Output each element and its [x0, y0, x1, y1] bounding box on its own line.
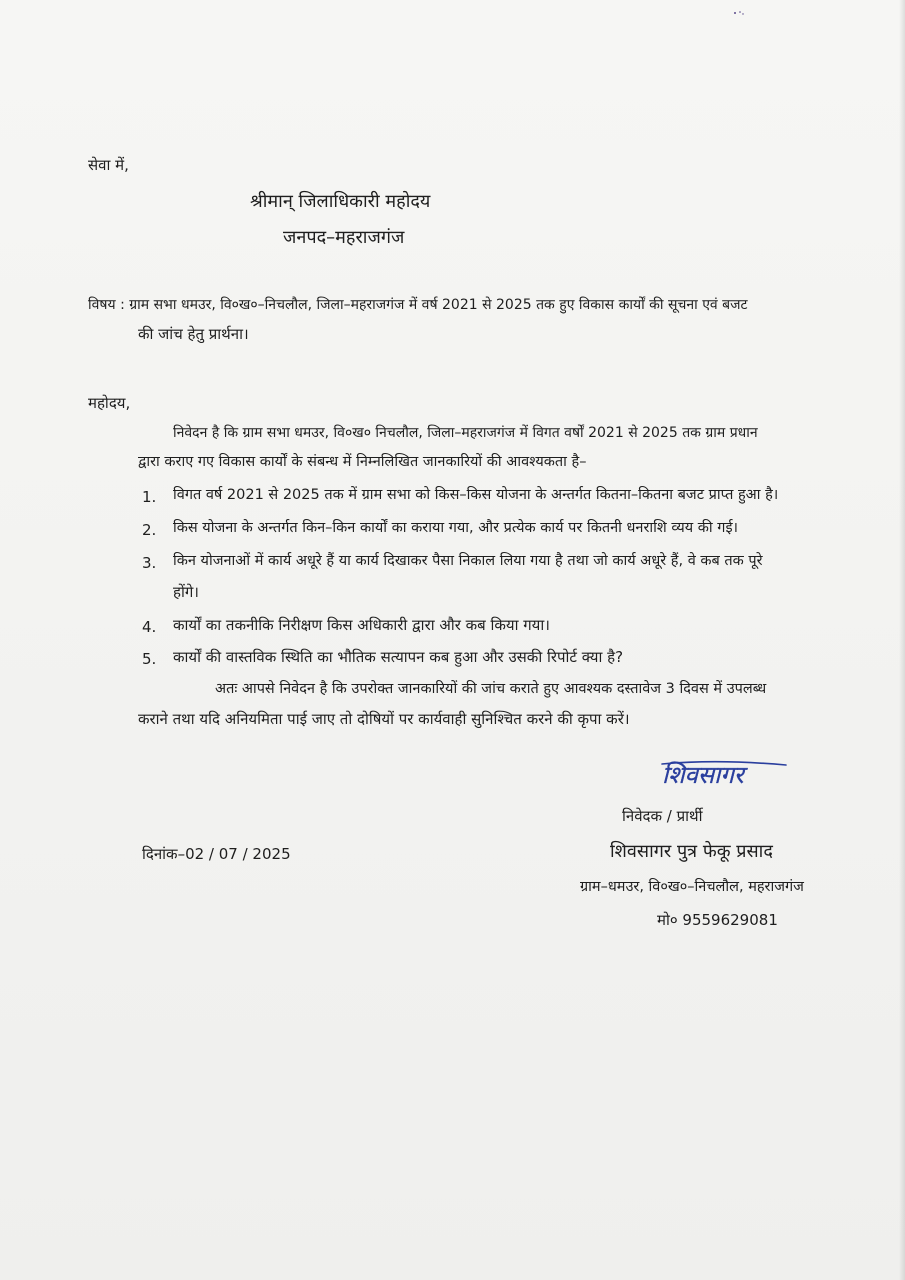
subject-line-1: विषय : ग्राम सभा धमउर, वि०ख०–निचलौल, जिला–महराजगंज में वर्ष 2021 से 2025 तक हुए विकास कार्यों की सूचना एवं बजट	[88, 297, 748, 313]
addressee-title: श्रीमान् जिलाधिकारी महोदय	[250, 191, 431, 212]
point-text: किन योजनाओं में कार्य अधूरे हैं या कार्य दिखाकर पैसा निकाल लिया गया है तथा जो कार्य अधूरे हैं, वे कब तक पूरे	[173, 553, 763, 569]
signer-address: ग्राम–धमउर, वि०ख०–निचलौल, महराजगंज	[580, 879, 804, 895]
point-text: कार्यों की वास्तविक स्थिति का भौतिक सत्यापन कब हुआ और उसकी रिपोर्ट क्या है?	[173, 648, 624, 666]
addressee-district: जनपद–महराजगंज	[283, 227, 405, 248]
subject-line-2: की जांच हेतु प्रार्थना।	[138, 325, 249, 343]
intro-line-2: द्वारा कराए गए विकास कार्यों के संबन्ध में निम्नलिखित जानकारियों की आवश्यकता है–	[138, 454, 587, 470]
page-edge-shadow	[899, 0, 905, 1280]
svg-text:शिवसागर: शिवसागर	[662, 761, 744, 789]
point-number: 2.	[142, 521, 157, 539]
ink-speck	[733, 10, 745, 16]
closing-line-1: अतः आपसे निवेदन है कि उपरोक्त जानकारियों की जांच कराते हुए आवश्यक दस्तावेज 3 दिवस में उपलब्ध	[215, 681, 767, 697]
signer-mobile: मो० 9559629081	[657, 911, 778, 929]
point-text: कार्यों का तकनीकि निरीक्षण किस अधिकारी द्वारा और कब किया गया।	[173, 616, 550, 634]
point-text: विगत वर्ष 2021 से 2025 तक में ग्राम सभा को किस–किस योजना के अन्तर्गत कितना–कितना बजट प्राप्त हुआ है।	[173, 487, 779, 503]
handwritten-signature	[658, 755, 798, 795]
point-text-continued: होंगे।	[173, 583, 199, 601]
intro-line-1: निवेदन है कि ग्राम सभा धमउर, वि०ख० निचलौल, जिला–महराजगंज में विगत वर्षों 2021 से 2025 तक ग्राम प्रधान	[173, 425, 758, 441]
greeting: महोदय,	[88, 394, 131, 412]
point-number: 1.	[142, 488, 157, 506]
signer-name: शिवसागर पुत्र फेकू प्रसाद	[610, 841, 773, 862]
closing-line-2: कराने तथा यदि अनियमिता पाई जाए तो दोषियों पर कार्यवाही सुनिश्चित करने की कृपा करें।	[138, 710, 630, 728]
point-number: 4.	[142, 618, 157, 636]
letter-date: दिनांक–02 / 07 / 2025	[142, 845, 291, 863]
signer-role: निवेदक / प्रार्थी	[622, 807, 703, 825]
point-number: 3.	[142, 554, 157, 572]
point-text: किस योजना के अन्तर्गत किन–किन कार्यों का कराया गया, और प्रत्येक कार्य पर कितनी धनराशि व्यय की गई।	[173, 520, 739, 536]
salutation: सेवा में,	[88, 156, 129, 174]
point-number: 5.	[142, 650, 157, 668]
